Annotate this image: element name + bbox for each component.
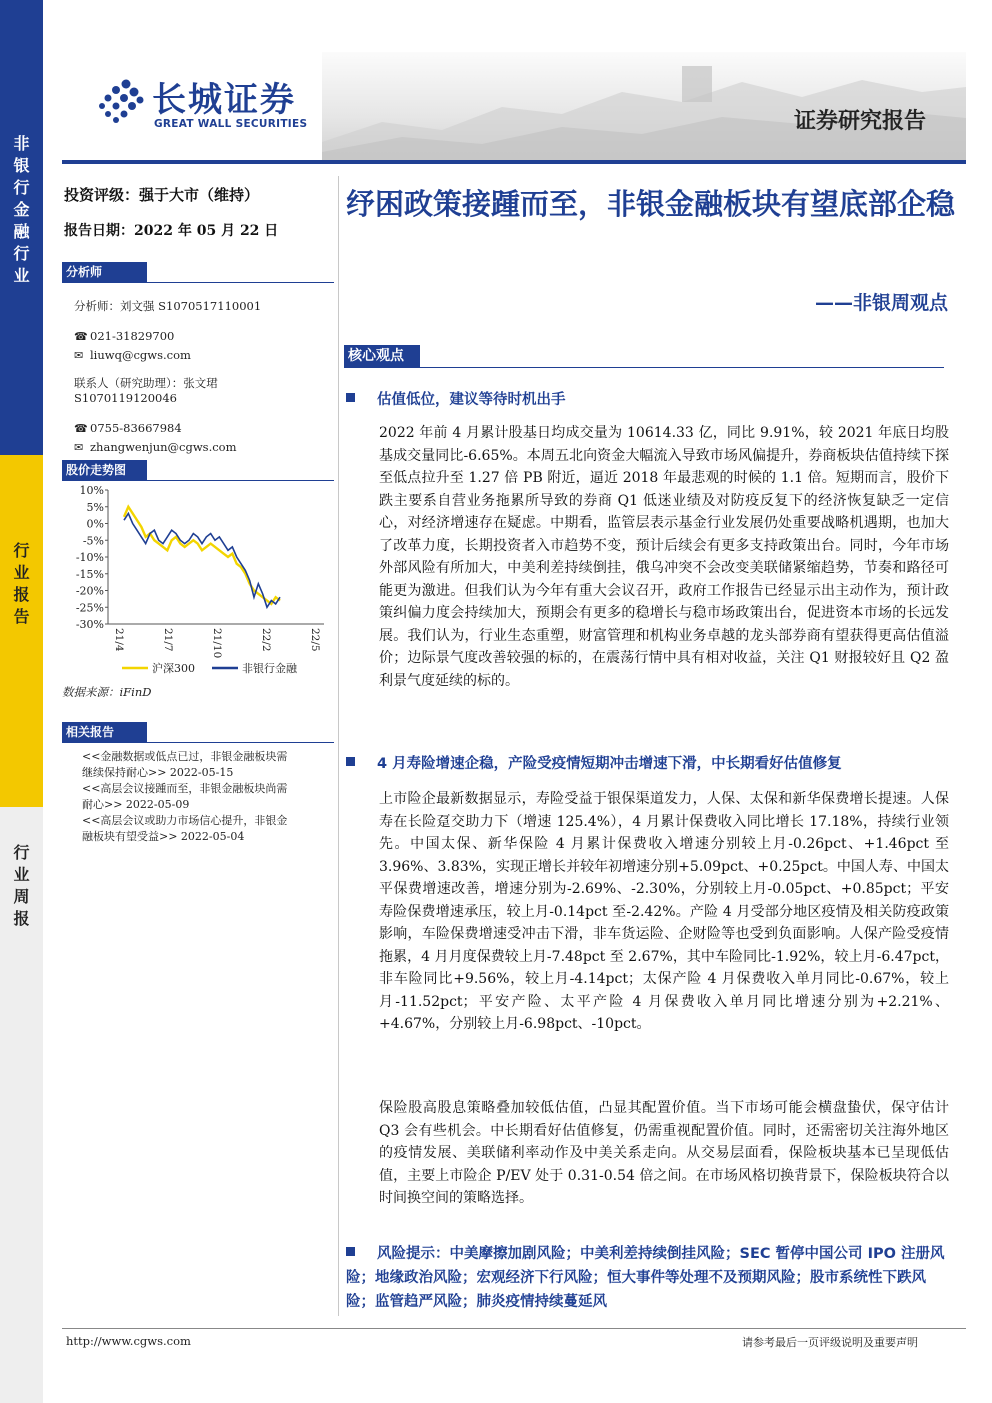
analyst-section-label: 分析师 [62,262,147,282]
y-tick-label: -5% [82,534,104,548]
paragraph-valuation: 2022 年前 4 月累计股基日均成交量为 10614.33 亿，同比 9.91%，较 2021 年底日均股基成交量同比-6.65%。本周五北向资金大幅流入导致市场风偏提升，券商板块估值持续下探至低点拉升至 1.27 倍 PB 附近，逼近 2018 年最悲观的时候的 1.1 倍。短期而言，股价下跌主要系自营业务拖累所导致的券商 Q1 低迷业绩及对防疫反复下的经济恢复缺乏一定信心，对经济增速存在疑虑。中期看，监管层表示基金行业发展仍处重要战略机遇期，也加大了改革力度，长期投资者入市趋势不变，预计后续会有更多支持政策出台。同时，今年市场外部风险有所加大，中美利差持续倒挂，俄乌冲突不会改变美联储紧缩趋势，节奏和路径可能更为激进。但我们认为今年有重大会议召开，政府工作报告已经显示出主动作为，预计政策纠偏力度会持续加大，预期会有更多的稳增长与稳市场政策出台，促进资本市场的长远发展。我们认为，行业生态重塑，财富管理和机构业务卓越的龙头部券商有望获得更高估值溢价；边际景气度改善较强的标的，在震荡行情中具有相对收益，关注 Q1 财报较好且 Q2 盈利景气度延续的标的。 [379,425,949,689]
side-label-char: 行 [13,843,30,862]
bullet-heading-valuation [346,388,566,409]
y-tick-label: -30% [75,618,104,631]
contact-phone [74,421,182,435]
x-tick-label: 22/5 [309,628,321,652]
core-views-rule [344,367,944,368]
risk-warning-text: 风险提示：中美摩擦加剧风险；中美利差持续倒挂风险；SEC 暂停中国公司 IPO 注册风险；地缘政治风险；宏观经济下行风险；恒大事件等处理不及预期风险；股市系统性下跌风险；监管趋严风险；肺炎疫情持续蔓延风 [346,1246,945,1310]
contact-email-address[interactable]: zhangwenjun@cgws.com [90,440,237,454]
contact-id: S1070119120046 [74,391,177,405]
report-type-label: 证券研究报告 [793,109,926,134]
footer-website-link[interactable]: http://www.cgws.com [66,1334,191,1348]
footer-divider [62,1328,966,1329]
related-report-item[interactable]: <<高层会议接踵而至，非银金融板块尚需 [82,782,288,795]
phone-icon: ☎ [74,330,88,343]
contact-email [74,440,237,454]
great-wall-logo-icon [96,76,144,126]
y-tick-label: 5% [86,500,104,514]
analyst-email-address[interactable]: liuwq@cgws.com [90,348,191,362]
paragraph-insurance-valuation: 保险股高股息策略叠加较低估值，凸显其配置价值。当下市场可能会横盘蛰伏，保守估计 Q3 会有些机会。中长期看好估值修复，仍需重视配置价值。同时，还需密切关注海外地区的疫情发展、美联储利率动作及中美关系走向。从交易层面看，保险板块基本已呈现低估值，主要上市险企 P/EV 处于 0.31-0.54 倍之间。在市场风格切换背景下，保险板块符合以时间换空间的策略选择。 [379,1100,949,1206]
side-label-weekly [0,842,43,930]
bullet-heading-valuation-text: 估值低位，建议等待时机出手 [377,392,566,408]
side-label-char: 融 [13,222,30,241]
related-report-item[interactable]: <<高层会议或助力市场信心提升，非银金 [82,814,288,827]
related-report-item[interactable]: 耐心>> 2022-05-09 [82,798,190,811]
paragraph-insurance-premiums: 上市险企最新数据显示，寿险受益于银保渠道发力，人保、太保和新华保费增长提速。人保寿在长险趸交助力下（增速 125.4%），4 月累计保费收入同比增长 17.18%，持续行业领先。中国太保、新华保险 4 月累计保费收入增速分别较上月-0.26pct、+1.46pct 至 3.96%、3.83%，实现正增长并较年初增速分别+5.09pct、+0.25pct。中国人寿、中国太平保费增速改善，增速分别为-2.69%、-2.30%，分别较上月-0.05pct、+0.85pct；平安寿险保费增速承压，较上月-0.14pct 至-2.42%。产险 4 月受部分地区疫情及相关防疫政策影响，车险保费增速受冲击下滑，非车货运险、企财险等也受到负面影响。人保产险受疫情拖累，4 月月度保费较上月-7.48pct 至 2.67%，其中车险同比-1.92%，较上月-6.47pct，非车险同比+9.56%，较上月-4.14pct；太保产险 4 月保费收入单月同比-0.67%，较上月-11.52pct；平安产险、太平产险 4 月保费收入单月同比增速分别为+2.21%、+4.67%，分别较上月-6.98pct、-10pct。 [379,791,949,1032]
bullet-square-icon [346,757,355,766]
bullet-square-icon [346,393,355,402]
contact-name: 联系人（研究助理）：张文珺 [74,376,218,390]
x-tick-label: 21/7 [162,628,174,652]
side-label-char: 报 [13,585,30,604]
y-tick-label: -10% [75,551,104,564]
footer-disclaimer-note: 请参考最后一页评级说明及重要声明 [742,1336,918,1349]
price-chart [62,476,334,686]
legend-label: 沪深300 [152,662,195,675]
bullet-square-icon [346,1247,355,1256]
y-tick-label: 10% [79,484,104,497]
bullet-heading-insurance-text: 4 月寿险增速企稳，产险受疫情短期冲击增速下滑，中长期看好估值修复 [377,756,842,772]
chart-source: 数据来源：iFinD [62,685,152,699]
report-date: 报告日期：2022 年 05 月 22 日 [64,223,279,239]
related-report-item[interactable]: 继续保持耐心>> 2022-05-15 [82,766,234,779]
analyst-phone [74,329,174,343]
price-chart-svg [62,476,334,686]
side-label-char: 业 [13,865,30,884]
side-label-char: 金 [13,200,30,219]
logo-wordmark-cn: 长城证券 [152,80,296,120]
core-views-label: 核心观点 [344,345,420,367]
side-label-char: 业 [13,266,30,285]
side-label-industry [0,133,43,287]
header-divider [62,160,966,164]
x-tick-label: 22/2 [260,628,272,652]
mail-icon: ✉ [74,349,84,362]
logo-wordmark-en: GREAT WALL SECURITIES [154,118,308,130]
side-strip [0,0,43,1403]
legend-label: 非银行金融 [242,662,297,675]
side-label-report [0,540,43,628]
y-tick-label: -15% [75,567,104,581]
investment-rating: 投资评级：强于大市（维持） [64,186,260,204]
side-label-char: 告 [13,607,30,626]
x-tick-label: 21/10 [211,628,223,659]
price-chart-section-label: 股价走势图 [62,460,147,480]
related-report-item[interactable]: 融板块有望受益>> 2022-05-04 [82,830,245,843]
phone-icon: ☎ [74,422,88,435]
side-strip-yellow [0,455,43,807]
side-label-char: 银 [13,156,30,175]
side-label-char: 周 [13,887,30,906]
analyst-email [74,348,191,362]
report-title: 纾困政策接踵而至，非银金融板块有望底部企稳 [346,187,956,221]
report-subtitle: ——非银周观点 [814,292,948,314]
risk-warning [346,1242,950,1314]
contact-phone-number: 0755-83667984 [90,421,182,435]
x-tick-label: 21/4 [113,628,125,652]
bullet-heading-insurance [346,752,842,773]
y-tick-label: -20% [75,584,104,598]
page-header [62,52,966,162]
column-divider [338,176,339,1316]
related-section-rule [62,742,334,743]
y-tick-label: 0% [86,517,104,531]
related-section-label: 相关报告 [62,722,147,742]
side-label-char: 行 [13,244,30,263]
side-label-char: 业 [13,563,30,582]
analyst-phone-number: 021-31829700 [90,329,175,343]
mail-icon: ✉ [74,441,84,454]
analyst-section-rule [62,282,334,283]
analyst-name: 分析师：刘文强 S1070517110001 [74,299,262,313]
y-tick-label: -25% [75,601,104,615]
related-report-item[interactable]: <<金融数据或低点已过，非银金融板块需 [82,750,288,763]
side-label-char: 行 [13,178,30,197]
side-label-char: 非 [13,134,30,153]
side-label-char: 行 [13,541,30,560]
side-label-char: 报 [13,909,30,928]
